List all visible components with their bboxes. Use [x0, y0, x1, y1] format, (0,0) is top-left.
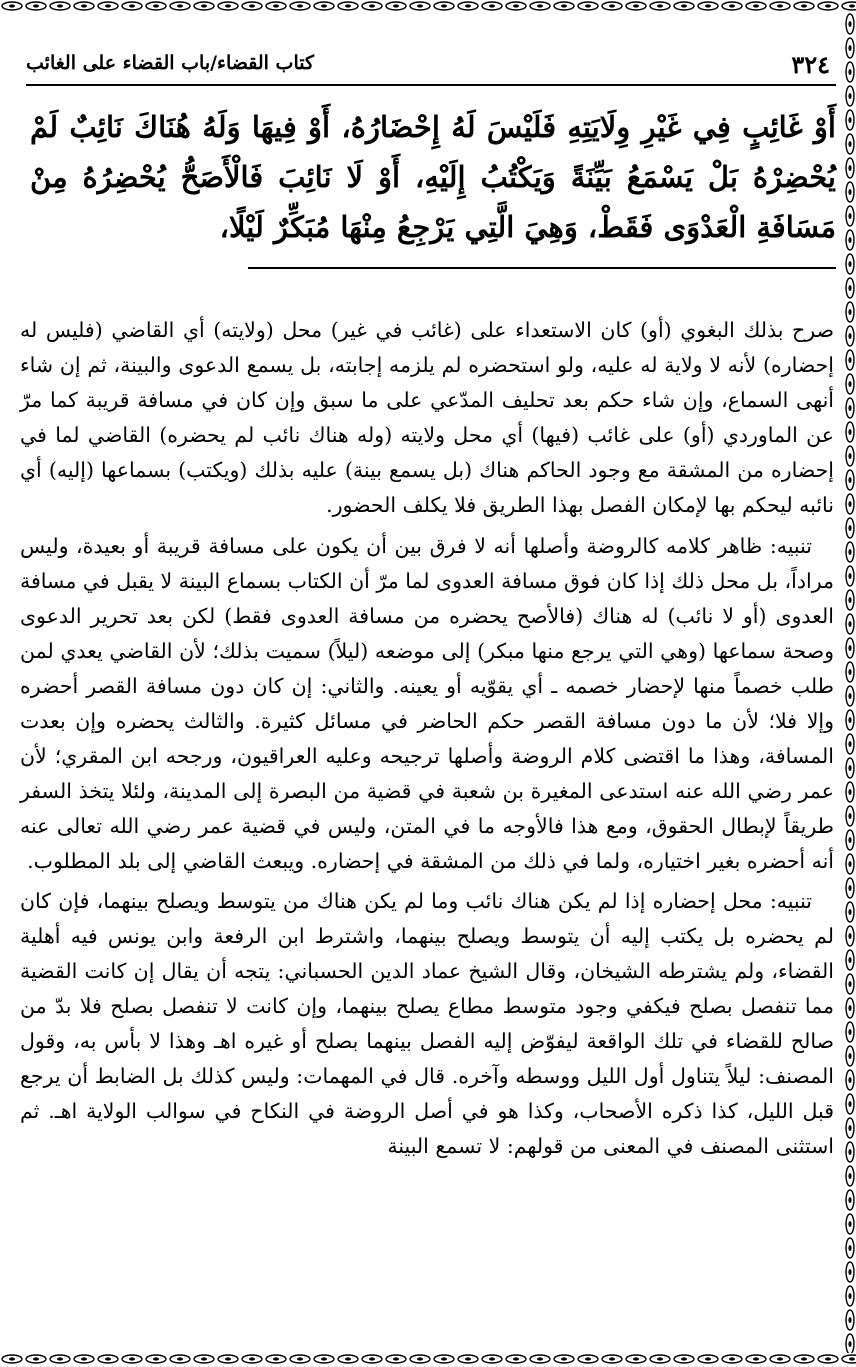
commentary-paragraph: تنبيه: محل إحضاره إذا لم يكن هناك نائب وما لم يكن هناك من يتوسط ويصلح بينهما، فإن كان لم يحضره بل يكتب إليه أن يتوسط ويصلح بينهما، واشترط ابن الرفعة وابن يونس فيه أهلية القضاء، ولم يشترطه الشيخان، وقال الشيخ عماد الدين الحسباني: يتجه أن يقال إن كانت القضية مما تنفصل بصلح فيكفي وجود متوسط مطاع يصلح بينهما، وإن كانت لا تنفصل بصلح فلا بدّ من صالح للقضاء في تلك الواقعة ليفوّض إليه الفصل بينهما بصلح أو غيره اهـ وهذا لا بأس به، وقول المصنف: ليلاً يتناول أول الليل ووسطه وآخره. قال في المهمات: وليس كذلك بل الضابط أن يرجع قبل الليل، كذا ذكره الأصحاب، وكذا هو في أصل الروضة في النكاح في سوالب الولاية اهـ. ثم استثنى المصنف في المعنى من قولهم: لا تسمع البينة [20, 889, 834, 1158]
matn-text: أَوْ غَائِبٍ فِي غَيْرِ وِلَايَتِهِ فَلَيْسَ لَهُ إِحْضَارُهُ، أَوْ فِيهَا وَلَهُ هُنَاكَ نَائِبٌ لَمْ يُحْضِرْهُ بَلْ يَسْمَعُ بَيِّنَةً وَيَكْتُبُ إِلَيْهِ، أَوْ لَا نَائِبَ فَالْأَصَحُّ يُحْضِرُهُ مِنْ مَسَافَةِ الْعَدْوَى فَقَطْ، وَهِيَ الَّتِي يَرْجِعُ مِنْهَا مُبَكِّرٌ لَيْلًا، [30, 110, 836, 245]
running-header [26, 50, 836, 86]
bottom-ornamental-border [0, 1353, 856, 1365]
right-ornamental-border [844, 12, 856, 1353]
top-ornamental-border [0, 0, 856, 12]
commentary-body [20, 313, 834, 1169]
chapter-title: كتاب القضاء/باب القضاء على الغائب [26, 52, 315, 74]
matn-separator-rule [248, 267, 836, 269]
page-number: ٣٢٤ [791, 50, 830, 79]
commentary-paragraph: صرح بذلك البغوي (أو) كان الاستعداء على (غائب في غير) محل (ولايته) أي القاضي (فليس له إحضاره) لأنه لا ولاية له عليه، ولو استحضره لم يلزمه إجابته، بل يسمع الدعوى والبينة، ثم إن شاء أنهى السماع، وإن شاء حكم بعد تحليف المدّعي على ما سبق وإن كان في مسافة قريبة كما مرّ عن الماوردي (أو) على غائب (فيها) أي محل ولايته (وله هناك نائب لم يحضره) القاضي لما في إحضاره من المشقة مع وجود الحاكم هناك (بل يسمع بينة) عليه بذلك (ويكتب) بسماعها (إليه) أي نائبه ليحكم بها لإمكان الفصل بهذا الطريق فلا يكلف الحضور. [20, 318, 834, 517]
commentary-paragraph: تنبيه: ظاهر كلامه كالروضة وأصلها أنه لا فرق بين أن يكون على مسافة قريبة أو بعيدة، وليس مراداً، بل محل ذلك إذا كان فوق مسافة العدوى لما مرّ أن الكتاب بسماع البينة لا يقبل في مسافة العدوى (أو لا نائب) له هناك (فالأصح يحضره من مسافة العدوى فقط) لكن بعد تحرير الدعوى وصحة سماعها (وهي التي يرجع منها مبكر) إلى موضعه (ليلاً) سميت بذلك؛ لأن القاضي يعدي لمن طلب خصماً منها لإحضار خصمه ـ أي يقوّيه أو يعينه. والثاني: إن كان دون مسافة القصر أحضره وإلا فلا؛ لأن ما دون مسافة القصر حكم الحاضر في مسائل كثيرة. والثالث يحضره وإن بعدت المسافة، وهذا ما اقتضى كلام الروضة وأصلها ترجيحه وعليه العراقيون، ورجحه ابن المقري؛ لأن عمر رضي الله عنه استدعى المغيرة بن شعبة في قضية من البصرة إلى المدينة، ولئلا يتخذ السفر طريقاً لإبطال الحقوق، ومع هذا فالأوجه ما في المتن، وليس في قضية عمر رضي الله تعالى عنه أنه أحضره بغير اختياره، ولما في ذلك من المشقة في إحضاره. ويبعث القاضي إلى بلد المطلوب. [20, 534, 834, 873]
